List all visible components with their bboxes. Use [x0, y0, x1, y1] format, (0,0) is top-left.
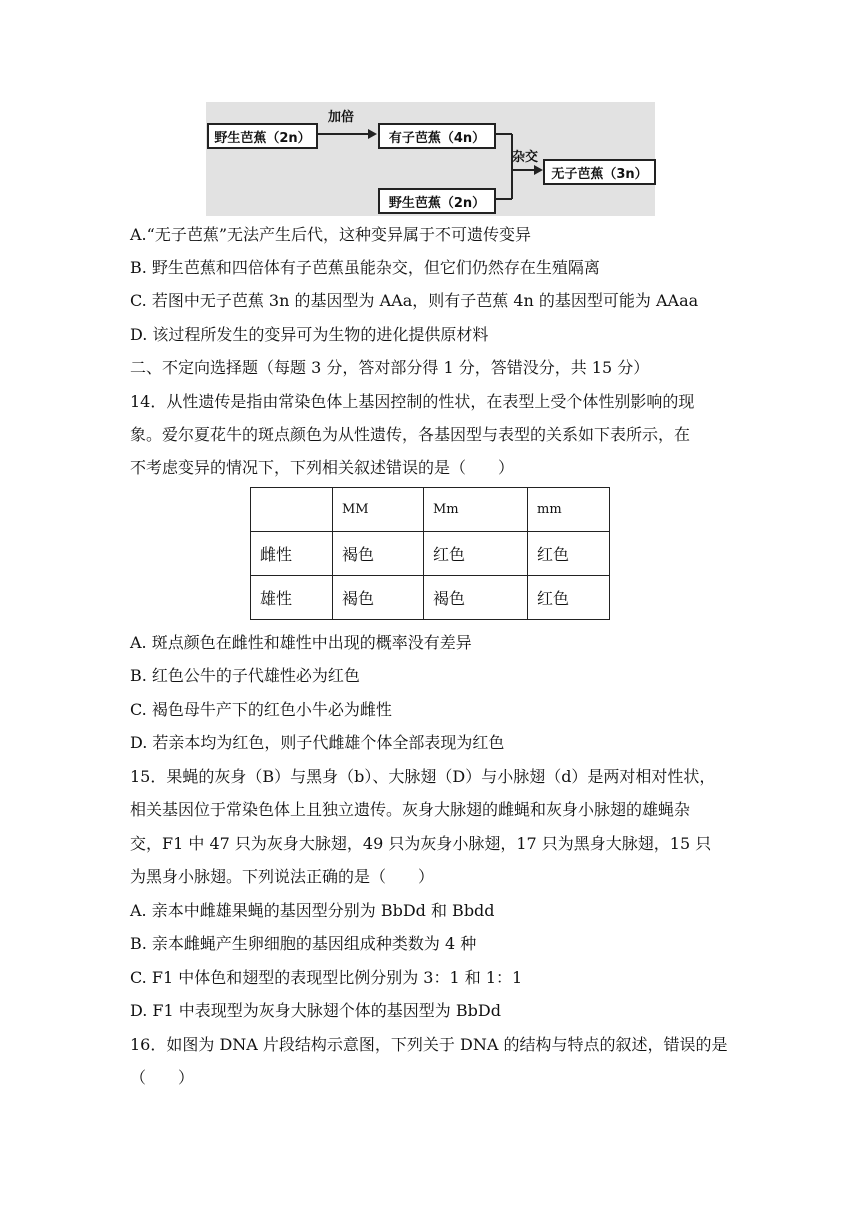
table-cell: 褐色 — [424, 576, 528, 620]
q15-option-d: D. F1 中表现型为灰身大脉翅个体的基因型为 BbDd — [130, 1001, 501, 1020]
genotype-phenotype-table — [250, 487, 610, 620]
table-header-cell: MM — [333, 488, 424, 532]
seeded-banana-4n-box: 有子芭蕉（4n） — [378, 123, 496, 149]
table-cell: 雄性 — [251, 576, 333, 620]
table-header-row — [251, 488, 610, 532]
q13-option-b: B. 野生芭蕉和四倍体有子芭蕉虽能杂交，但它们仍然存在生殖隔离 — [130, 258, 600, 277]
q14-stem-line-2: 象。爱尔夏花牛的斑点颜色为从性遗传，各基因型与表型的关系如下表所示，在 — [130, 425, 691, 444]
table-header-cell: Mm — [424, 488, 528, 532]
cross-label: 杂交 — [512, 150, 539, 165]
table-cell: 褐色 — [333, 576, 424, 620]
banana-breeding-diagram — [206, 102, 655, 216]
q15-stem-line-3: 交，F1 中 47 只为灰身大脉翅，49 只为灰身小脉翅，17 只为黑身大脉翅，15 只 — [130, 834, 712, 853]
table-cell: 褐色 — [333, 532, 424, 576]
table-row — [251, 532, 610, 576]
table-cell: 红色 — [528, 576, 610, 620]
q15-stem-line-1: 15．果蝇的灰身（B）与黑身（b）、大脉翅（D）与小脉翅（d）是两对相对性状， — [130, 767, 716, 786]
wild-banana-2n-box-lower: 野生芭蕉（2n） — [378, 188, 496, 214]
q15-option-c: C. F1 中体色和翅型的表现型比例分别为 3：1 和 1：1 — [130, 968, 523, 987]
q15-stem-line-2: 相关基因位于常染色体上且独立遗传。灰身大脉翅的雌蝇和灰身小脉翅的雄蝇杂 — [130, 800, 691, 819]
q14-option-b: B. 红色公牛的子代雄性必为红色 — [130, 666, 360, 685]
q13-option-a: A.“无子芭蕉”无法产生后代，这种变异属于不可遗传变异 — [130, 225, 532, 244]
table-cell: 红色 — [528, 532, 610, 576]
seedless-banana-3n-box: 无子芭蕉（3n） — [543, 159, 656, 185]
q16-stem-line-2: （ ） — [130, 1068, 195, 1087]
q14-option-a: A. 斑点颜色在雌性和雄性中出现的概率没有差异 — [130, 633, 472, 652]
table-header-cell: mm — [528, 488, 610, 532]
q16-stem-line-1: 16．如图为 DNA 片段结构示意图，下列关于 DNA 的结构与特点的叙述，错误的是 — [130, 1035, 728, 1054]
table-cell: 红色 — [424, 532, 528, 576]
table-cell: 雌性 — [251, 532, 333, 576]
doubling-label: 加倍 — [328, 110, 355, 125]
table-row — [251, 576, 610, 620]
q15-stem-line-4: 为黑身小脉翅。下列说法正确的是（ ） — [130, 867, 435, 886]
q15-option-b: B. 亲本雌蝇产生卵细胞的基因组成种类数为 4 种 — [130, 934, 477, 953]
table-header-cell — [251, 488, 333, 532]
q13-option-d: D. 该过程所发生的变异可为生物的进化提供原材料 — [130, 325, 489, 344]
wild-banana-2n-box: 野生芭蕉（2n） — [207, 123, 318, 149]
q14-option-c: C. 褐色母牛产下的红色小牛必为雌性 — [130, 700, 392, 719]
q14-stem-line-1: 14．从性遗传是指由常染色体上基因控制的性状，在表型上受个体性别影响的现 — [130, 392, 695, 411]
q14-option-d: D. 若亲本均为红色，则子代雌雄个体全部表现为红色 — [130, 733, 505, 752]
q14-stem-line-3: 不考虑变异的情况下，下列相关叙述错误的是（ ） — [130, 458, 515, 477]
q15-option-a: A. 亲本中雌雄果蝇的基因型分别为 BbDd 和 Bbdd — [130, 901, 495, 920]
section-2-title: 二、不定向选择题（每题 3 分，答对部分得 1 分，答错没分，共 15 分） — [130, 358, 650, 377]
q13-option-c: C. 若图中无子芭蕉 3n 的基因型为 AAa，则有子芭蕉 4n 的基因型可能为 AAaa — [130, 291, 699, 310]
